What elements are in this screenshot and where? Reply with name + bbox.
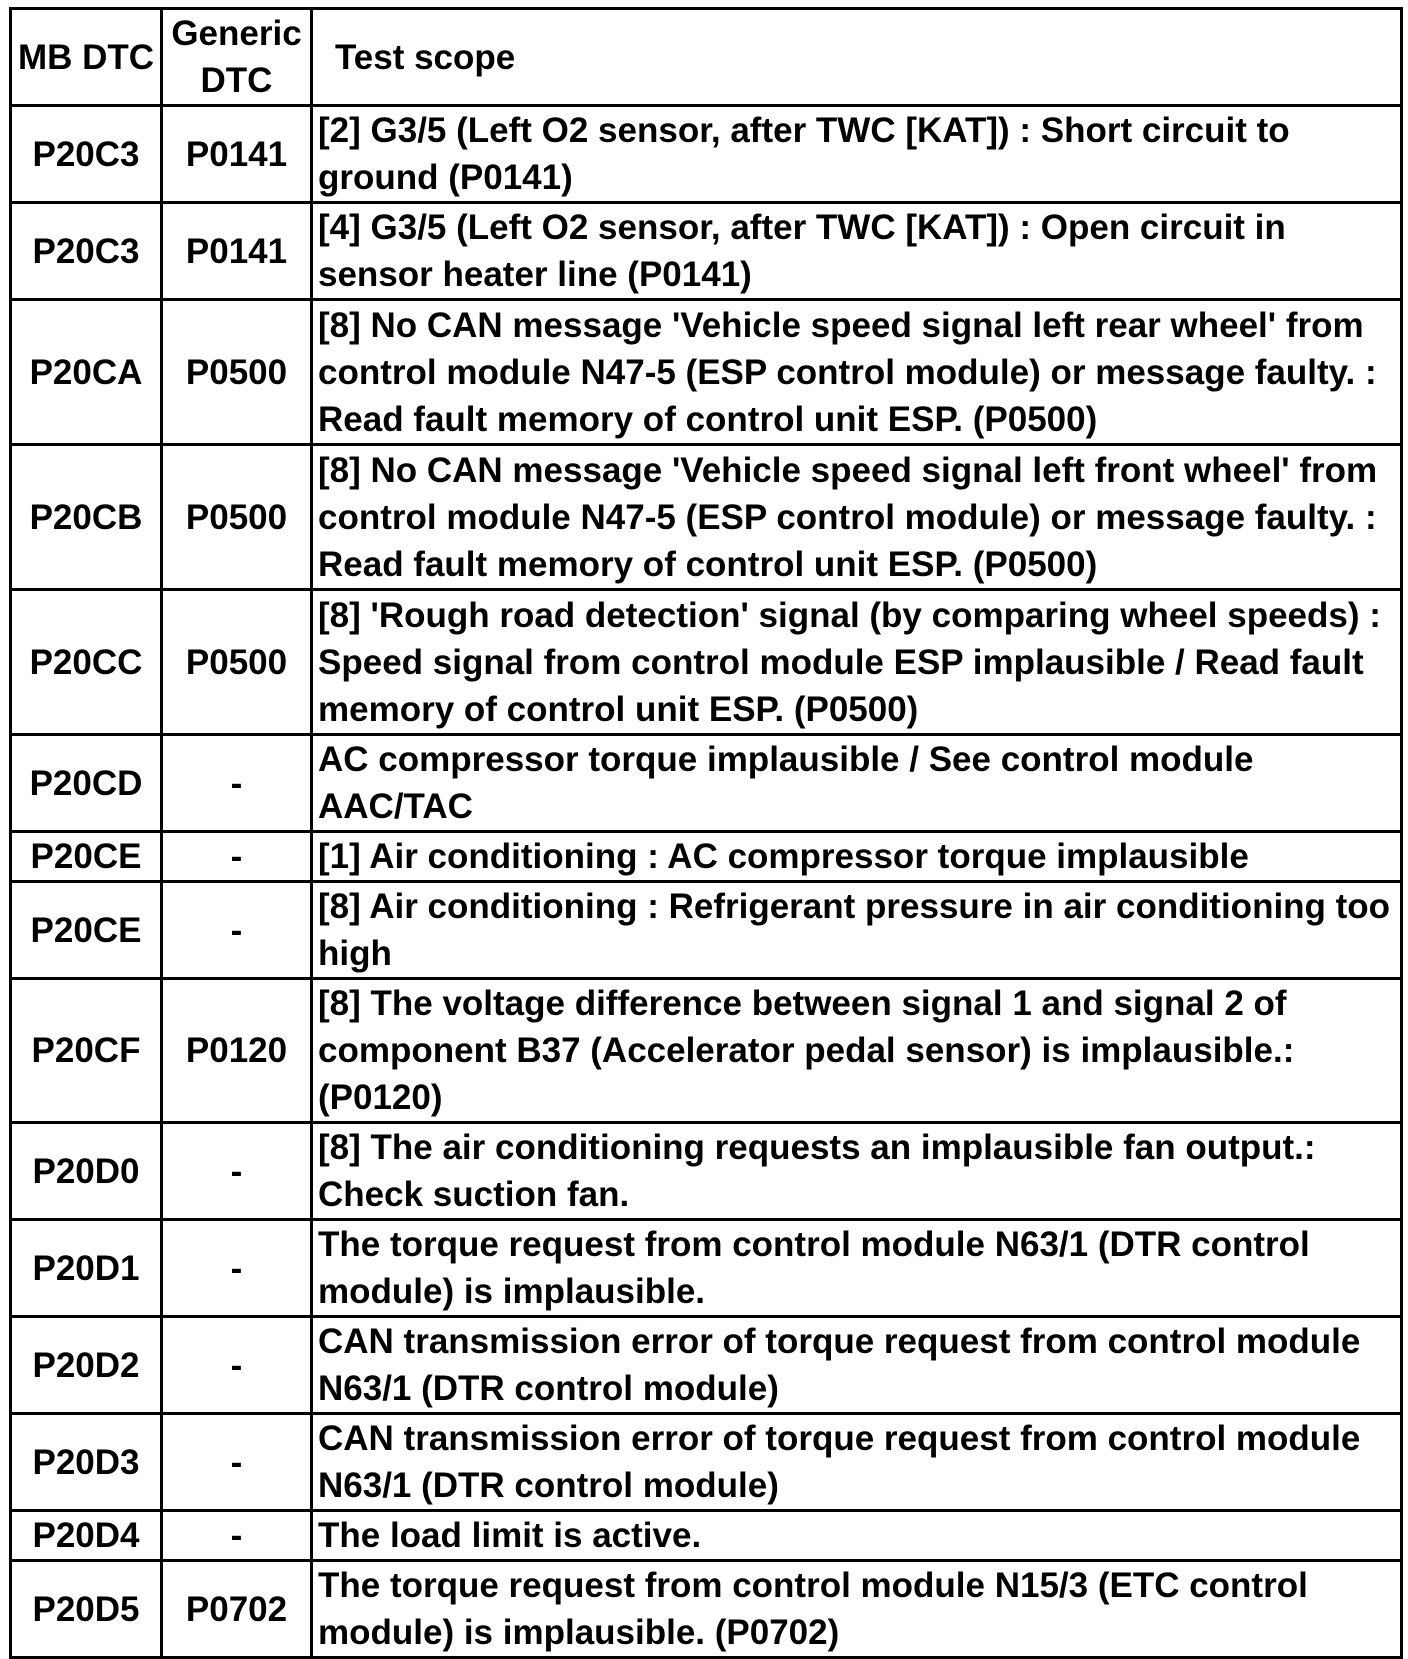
header-generic-dtc: [162, 9, 312, 106]
table-row: [11, 979, 1402, 1123]
mb-dtc-cell: P20CF: [11, 979, 162, 1123]
test-scope-cell: [8] Air conditioning : Refrigerant pressure in air conditioning too high: [312, 882, 1402, 979]
test-scope-cell: CAN transmission error of torque request from control module N63/1 (DTR control module): [312, 1414, 1402, 1511]
generic-dtc-cell: P0120: [162, 979, 312, 1123]
mb-dtc-cell: P20CE: [11, 832, 162, 882]
table-row: [11, 735, 1402, 832]
generic-dtc-cell: -: [162, 1220, 312, 1317]
table-row: [11, 1123, 1402, 1220]
table-row: [11, 832, 1402, 882]
header-generic-line2: DTC: [200, 61, 273, 100]
test-scope-cell: AC compressor torque implausible / See control module AAC/TAC: [312, 735, 1402, 832]
test-scope-cell: The torque request from control module N15/3 (ETC control module) is implausible. (P0702): [312, 1561, 1402, 1658]
generic-dtc-cell: -: [162, 735, 312, 832]
mb-dtc-cell: P20D2: [11, 1317, 162, 1414]
test-scope-cell: [4] G3/5 (Left O2 sensor, after TWC [KAT]) : Open circuit in sensor heater line (P0141): [312, 203, 1402, 300]
test-scope-cell: [1] Air conditioning : AC compressor torque implausible: [312, 832, 1402, 882]
test-scope-cell: The torque request from control module N63/1 (DTR control module) is implausible.: [312, 1220, 1402, 1317]
test-scope-cell: [8] 'Rough road detection' signal (by comparing wheel speeds) : Speed signal from control module ESP implausible / Read fault memory of control unit ESP. (P0500): [312, 590, 1402, 735]
generic-dtc-cell: -: [162, 882, 312, 979]
table-row: [11, 300, 1402, 445]
mb-dtc-cell: P20D5: [11, 1561, 162, 1658]
generic-dtc-cell: P0702: [162, 1561, 312, 1658]
generic-dtc-cell: -: [162, 1317, 312, 1414]
mb-dtc-cell: P20D3: [11, 1414, 162, 1511]
mb-dtc-cell: P20CB: [11, 445, 162, 590]
generic-dtc-cell: P0500: [162, 300, 312, 445]
header-row: [11, 9, 1402, 106]
mb-dtc-cell: P20CD: [11, 735, 162, 832]
mb-dtc-cell: P20D4: [11, 1511, 162, 1561]
test-scope-cell: [2] G3/5 (Left O2 sensor, after TWC [KAT]) : Short circuit to ground (P0141): [312, 106, 1402, 203]
mb-dtc-cell: P20CA: [11, 300, 162, 445]
generic-dtc-cell: P0500: [162, 445, 312, 590]
generic-dtc-cell: P0141: [162, 106, 312, 203]
table-row: [11, 1511, 1402, 1561]
generic-dtc-cell: -: [162, 1511, 312, 1561]
test-scope-cell: [8] No CAN message 'Vehicle speed signal left front wheel' from control module N47-5 (ESP control module) or message faulty. : Read fault memory of control unit ESP. (P0500): [312, 445, 1402, 590]
table-row: [11, 1220, 1402, 1317]
mb-dtc-cell: P20CE: [11, 882, 162, 979]
test-scope-cell: The load limit is active.: [312, 1511, 1402, 1561]
table-row: [11, 1561, 1402, 1658]
mb-dtc-cell: P20C3: [11, 106, 162, 203]
dtc-table: [9, 7, 1403, 1659]
header-test-scope: Test scope: [312, 9, 1402, 106]
header-generic-line1: Generic: [171, 14, 302, 53]
header-mb-dtc: MB DTC: [11, 9, 162, 106]
mb-dtc-cell: P20CC: [11, 590, 162, 735]
mb-dtc-cell: P20D0: [11, 1123, 162, 1220]
generic-dtc-cell: -: [162, 1414, 312, 1511]
table-row: [11, 106, 1402, 203]
test-scope-cell: CAN transmission error of torque request from control module N63/1 (DTR control module): [312, 1317, 1402, 1414]
test-scope-cell: [8] The voltage difference between signal 1 and signal 2 of component B37 (Accelerator pedal sensor) is implausible.: (P0120): [312, 979, 1402, 1123]
generic-dtc-cell: P0500: [162, 590, 312, 735]
table-row: [11, 882, 1402, 979]
generic-dtc-cell: P0141: [162, 203, 312, 300]
mb-dtc-cell: P20C3: [11, 203, 162, 300]
generic-dtc-cell: -: [162, 832, 312, 882]
test-scope-cell: [8] The air conditioning requests an implausible fan output.: Check suction fan.: [312, 1123, 1402, 1220]
table-row: [11, 1414, 1402, 1511]
table-row: [11, 1317, 1402, 1414]
table-row: [11, 445, 1402, 590]
table-row: [11, 590, 1402, 735]
generic-dtc-cell: -: [162, 1123, 312, 1220]
test-scope-cell: [8] No CAN message 'Vehicle speed signal left rear wheel' from control module N47-5 (ESP control module) or message faulty. : Read fault memory of control unit ESP. (P0500): [312, 300, 1402, 445]
table-row: [11, 203, 1402, 300]
mb-dtc-cell: P20D1: [11, 1220, 162, 1317]
